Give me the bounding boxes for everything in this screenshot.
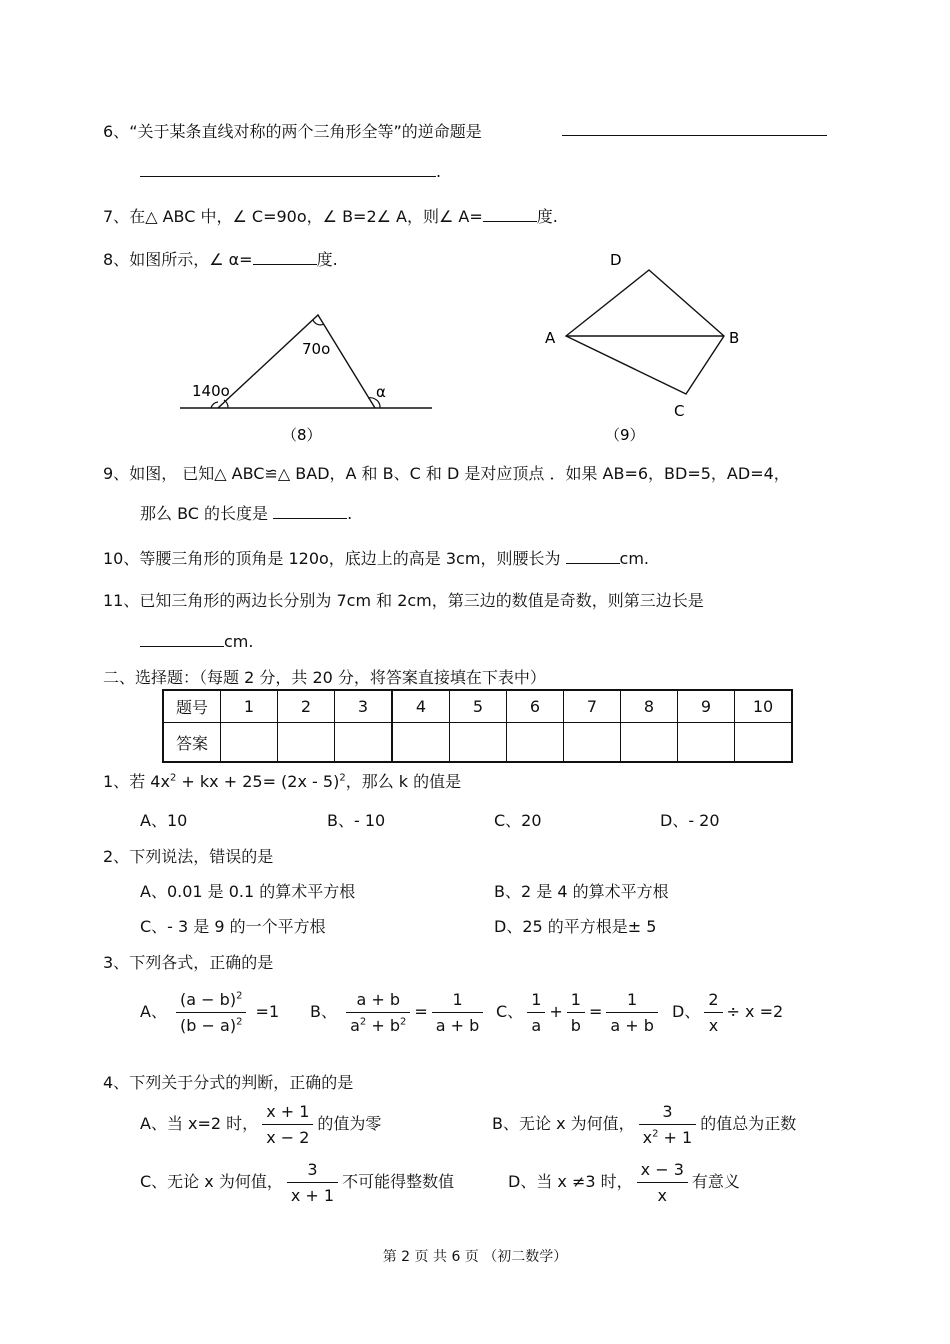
expression-part: (b − a) <box>180 1016 237 1035</box>
denominator: a + b <box>435 1016 480 1035</box>
option-b[interactable] <box>310 990 487 1035</box>
exponent: 2 <box>169 772 177 784</box>
fraction <box>606 990 658 1035</box>
question-6-continuation <box>140 162 441 181</box>
fraction <box>637 1160 688 1205</box>
mc-question-4 <box>103 1070 353 1093</box>
question-number: 9、 <box>103 464 130 483</box>
question-11 <box>103 588 704 611</box>
option-d[interactable] <box>508 1160 740 1205</box>
expression-part: + b <box>366 1016 400 1035</box>
answer-cell[interactable] <box>507 723 564 763</box>
option-text: D、当 x ≠3 时， <box>508 1172 633 1191</box>
question-text: 如图， 已知△ ABC≌△ BAD，A 和 B、C 和 D 是对应顶点 ．如果 AB=6，BD=5，AD=4， <box>129 464 790 483</box>
question-text: 下列说法，错误的是 <box>129 847 274 866</box>
answer-blank[interactable] <box>140 632 224 647</box>
exponent: 2 <box>236 1016 243 1028</box>
fraction <box>704 990 722 1035</box>
option-label: C、 <box>496 1002 524 1021</box>
option-text: 的值为零 <box>317 1114 382 1133</box>
option-text: 不可能得整数值 <box>342 1172 455 1191</box>
question-8 <box>103 247 338 270</box>
option-text: A、当 x=2 时， <box>140 1114 259 1133</box>
expression-part: =1 <box>255 1002 280 1021</box>
question-number: 11、 <box>103 591 140 610</box>
mc-question-2 <box>103 844 273 867</box>
vertex-b: B <box>729 329 740 347</box>
table-header-cell: 9 <box>678 690 735 723</box>
denominator <box>176 1013 246 1035</box>
fraction <box>262 1102 313 1147</box>
numerator: 3 <box>639 1102 697 1125</box>
vertex-d: D <box>610 251 622 269</box>
table-row <box>163 690 792 723</box>
question-6 <box>103 119 482 142</box>
answer-cell[interactable] <box>564 723 621 763</box>
option-a[interactable]: A、0.01 是 0.1 的算术平方根 <box>140 882 356 901</box>
exponent: 2 <box>400 1016 407 1028</box>
option-a[interactable]: A、10 <box>140 811 188 830</box>
question-text: 等腰三角形的顶角是 120o，底边上的高是 3cm，则腰长为 <box>139 549 561 568</box>
question-number: 10、 <box>103 549 140 568</box>
question-number: 2、 <box>103 847 130 866</box>
denominator: x − 2 <box>266 1128 310 1147</box>
numerator: x − 3 <box>637 1160 688 1183</box>
expression-part: 若 4x <box>129 772 170 791</box>
option-d[interactable]: D、25 的平方根是± 5 <box>494 917 657 936</box>
question-text: 如图所示，∠ α= <box>129 250 253 269</box>
question-text: 已知三角形的两边长分别为 7cm 和 2cm，第三边的数值是奇数，则第三边长是 <box>139 591 704 610</box>
figure-8-triangle <box>170 300 450 450</box>
mc-question-3 <box>103 950 273 973</box>
exponent: 2 <box>339 772 346 784</box>
question-9-line2 <box>140 501 352 524</box>
question-9 <box>103 461 790 484</box>
question-text: ，那么 k 的值是 <box>345 772 462 791</box>
option-c[interactable] <box>496 990 662 1035</box>
denominator: a + b <box>610 1016 654 1035</box>
answer-blank[interactable] <box>253 250 317 265</box>
answer-cell[interactable] <box>392 723 450 763</box>
numerator: a + b <box>346 990 410 1013</box>
table-header-cell: 7 <box>564 690 621 723</box>
answer-blank[interactable] <box>483 207 537 222</box>
option-label: A、 <box>140 1002 167 1021</box>
denominator: x <box>657 1186 667 1205</box>
answer-cell[interactable] <box>735 723 793 763</box>
table-row <box>163 723 792 763</box>
question-text: “关于某条直线对称的两个三角形全等”的逆命题是 <box>129 122 482 141</box>
denominator <box>346 1013 410 1035</box>
option-c[interactable]: C、20 <box>494 811 542 830</box>
left-angle-label: 140o <box>192 382 230 400</box>
option-text: 的值总为正数 <box>700 1114 797 1133</box>
table-header-cell: 题号 <box>163 690 221 723</box>
unit-text: 度. <box>316 250 338 269</box>
figure-caption: （8） <box>282 426 322 444</box>
denominator: b <box>570 1016 581 1035</box>
answer-blank[interactable] <box>562 121 827 136</box>
answer-cell[interactable] <box>678 723 735 763</box>
numerator: 1 <box>606 990 658 1013</box>
answer-row-label: 答案 <box>163 723 221 763</box>
denominator <box>639 1125 697 1147</box>
option-label: D、 <box>672 1002 701 1021</box>
figure-caption: （9） <box>605 426 645 444</box>
fraction <box>527 990 545 1035</box>
question-11-line2 <box>140 632 253 651</box>
option-label: B、 <box>310 1002 337 1021</box>
answer-table <box>162 689 793 763</box>
equals-sign: = <box>414 1002 428 1021</box>
option-b[interactable] <box>492 1102 796 1147</box>
unit-text: 度. <box>536 207 558 226</box>
fraction <box>432 990 484 1035</box>
triangle-sides <box>218 315 375 408</box>
punctuation: . <box>436 162 442 181</box>
option-d[interactable] <box>672 990 783 1035</box>
figure-9-quadrilateral <box>535 245 755 450</box>
unit-text: cm. <box>224 632 254 651</box>
answer-blank[interactable] <box>140 162 436 177</box>
option-d[interactable]: D、- 20 <box>660 811 720 830</box>
option-a[interactable] <box>140 1102 381 1147</box>
exponent: 2 <box>652 1128 659 1140</box>
table-header-cell: 2 <box>278 690 335 723</box>
answer-cell[interactable] <box>335 723 393 763</box>
numerator <box>176 990 246 1013</box>
numerator: 1 <box>432 990 484 1013</box>
question-text: 下列关于分式的判断，正确的是 <box>129 1073 354 1092</box>
option-text: 有意义 <box>691 1172 740 1191</box>
expression-part: + kx + 25= (2x - 5) <box>176 772 340 791</box>
question-text: 下列各式，正确的是 <box>129 953 274 972</box>
fraction <box>639 1102 697 1147</box>
table-header-cell: 3 <box>335 690 393 723</box>
top-angle-label: 70o <box>302 340 331 358</box>
table-header-cell: 8 <box>621 690 678 723</box>
left-angle-arc <box>211 402 218 408</box>
fraction <box>567 990 585 1035</box>
table-header-cell: 10 <box>735 690 793 723</box>
question-7 <box>103 204 558 227</box>
fraction <box>176 990 246 1035</box>
numerator: 1 <box>527 990 545 1013</box>
table-header-cell: 4 <box>392 690 450 723</box>
numerator: 1 <box>567 990 585 1013</box>
question-text: 在△ ABC 中，∠ C=90o，∠ B=2∠ A，则∠ A= <box>129 207 483 226</box>
question-number: 4、 <box>103 1073 130 1092</box>
option-c[interactable]: C、- 3 是 9 的一个平方根 <box>140 917 326 936</box>
option-b[interactable]: B、- 10 <box>327 811 386 830</box>
answer-cell[interactable] <box>450 723 507 763</box>
right-angle-label: α <box>376 383 386 401</box>
answer-cell[interactable] <box>221 723 278 763</box>
answer-cell[interactable] <box>621 723 678 763</box>
unit-text: cm. <box>619 549 650 568</box>
denominator: a <box>531 1016 542 1035</box>
question-number: 6、 <box>103 122 130 141</box>
table-header-cell: 5 <box>450 690 507 723</box>
denominator: x <box>708 1016 719 1035</box>
table-header-cell: 1 <box>221 690 278 723</box>
option-text: C、无论 x 为何值， <box>140 1172 283 1191</box>
answer-blank[interactable] <box>273 504 347 519</box>
option-a[interactable] <box>140 990 279 1035</box>
denominator: x + 1 <box>290 1186 335 1205</box>
table-header-cell: 6 <box>507 690 564 723</box>
expression-part: x <box>642 1128 653 1147</box>
question-text: 那么 BC 的长度是 <box>140 504 269 523</box>
vertex-c: C <box>674 402 685 420</box>
exponent: 2 <box>236 990 243 1002</box>
equals-sign: = <box>588 1002 603 1021</box>
punctuation: . <box>347 504 353 523</box>
section-title: 二、选择题：（每题 2 分，共 20 分，将答案直接填在下表中） <box>103 668 546 687</box>
page-footer: 第 2 页 共 6 页 （初二数学） <box>382 1249 568 1265</box>
answer-blank[interactable] <box>566 549 620 564</box>
answer-cell[interactable] <box>278 723 335 763</box>
expression-part: + 1 <box>658 1128 693 1147</box>
plus-sign: + <box>549 1002 563 1021</box>
numerator: 2 <box>704 990 722 1013</box>
question-number: 8、 <box>103 250 130 269</box>
fraction <box>287 1160 338 1205</box>
question-number: 1、 <box>103 772 130 791</box>
quadrilateral <box>566 270 724 394</box>
option-text: B、无论 x 为何值， <box>492 1114 635 1133</box>
fraction <box>346 990 410 1035</box>
exponent: 2 <box>359 1016 367 1028</box>
expression-part: a <box>350 1016 360 1035</box>
numerator: x + 1 <box>262 1102 313 1125</box>
question-number: 7、 <box>103 207 130 226</box>
option-c[interactable] <box>140 1160 454 1205</box>
mc-question-1 <box>103 769 461 792</box>
option-b[interactable]: B、2 是 4 的算术平方根 <box>494 882 669 901</box>
vertex-a: A <box>545 329 556 347</box>
question-10 <box>103 546 649 569</box>
expression-part: (a − b) <box>180 990 237 1009</box>
question-number: 3、 <box>103 953 130 972</box>
expression-part: ÷ x =2 <box>726 1002 784 1021</box>
numerator: 3 <box>287 1160 338 1183</box>
